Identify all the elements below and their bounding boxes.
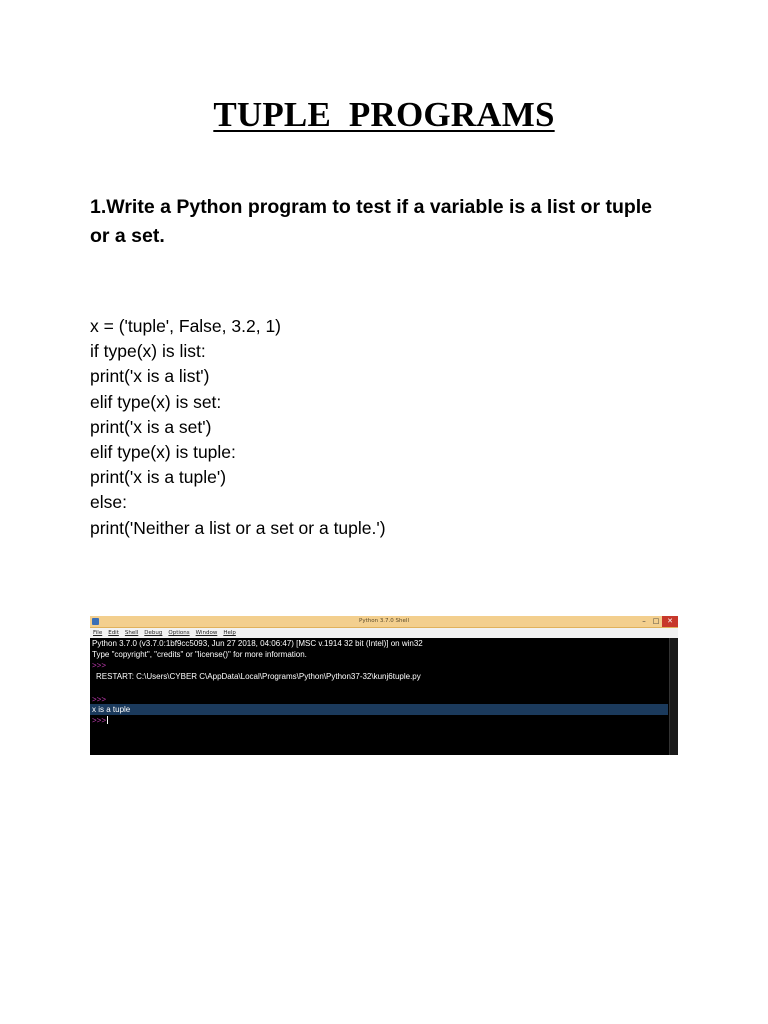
python-shell-screenshot	[90, 616, 678, 755]
shell-titlebar	[90, 616, 678, 628]
shell-result-line: x is a tuple	[92, 705, 131, 714]
menu-options[interactable]: Options	[168, 630, 190, 636]
shell-info-line: Type "copyright", "credits" or "license()" for more information.	[92, 650, 307, 659]
shell-banner-line: Python 3.7.0 (v3.7.0:1bf9cc5093, Jun 27 2018, 04:06:47) [MSC v.1914 32 bit (Intel)] on win32	[92, 639, 423, 648]
window-controls	[638, 616, 678, 627]
code-line: elif type(x) is tuple:	[90, 442, 236, 463]
shell-active-prompt[interactable]	[92, 715, 108, 726]
question-line: or a set.	[90, 225, 165, 247]
code-line: print('x is a tuple')	[90, 467, 227, 488]
code-block	[90, 314, 690, 541]
shell-restart-line: RESTART: C:\Users\CYBER C\AppData\Local\Programs\Python\Python37-32\kunj6tuple.py	[96, 672, 421, 681]
menu-edit[interactable]: Edit	[108, 630, 119, 636]
shell-prompt-text: >>>	[92, 716, 107, 725]
code-line: else:	[90, 492, 127, 513]
shell-prompt: >>>	[92, 695, 107, 704]
page-title: TUPLE PROGRAMS	[213, 95, 555, 134]
code-line: print('x is a list')	[90, 366, 210, 387]
question-line: 1.Write a Python program to test if a variable is a list or tuple	[90, 196, 653, 218]
code-line: print('Neither a list or a set or a tuple.')	[90, 517, 386, 538]
question-text	[90, 193, 690, 251]
shell-menubar	[90, 628, 678, 638]
shell-output-area[interactable]	[90, 638, 678, 755]
shell-window-title: Python 3.7.0 Shell	[359, 618, 409, 624]
code-line: if type(x) is list:	[90, 341, 206, 362]
code-line: print('x is a set')	[90, 416, 212, 437]
shell-scrollbar[interactable]	[669, 638, 678, 755]
shell-prompt: >>>	[92, 661, 107, 670]
menu-file[interactable]: File	[93, 630, 103, 636]
menu-shell[interactable]: Shell	[124, 630, 139, 636]
text-cursor-icon	[107, 716, 108, 724]
menu-help[interactable]: Help	[223, 630, 236, 636]
close-icon[interactable]: ✕	[662, 616, 678, 627]
minimize-icon[interactable]: –	[642, 617, 646, 625]
maximize-icon[interactable]: □	[652, 617, 660, 625]
shell-result-highlight	[90, 704, 668, 715]
code-line: x = ('tuple', False, 3.2, 1)	[90, 316, 282, 336]
code-line: elif type(x) is set:	[90, 391, 222, 412]
menu-debug[interactable]: Debug	[144, 630, 163, 636]
menu-window[interactable]: Window	[195, 630, 218, 636]
